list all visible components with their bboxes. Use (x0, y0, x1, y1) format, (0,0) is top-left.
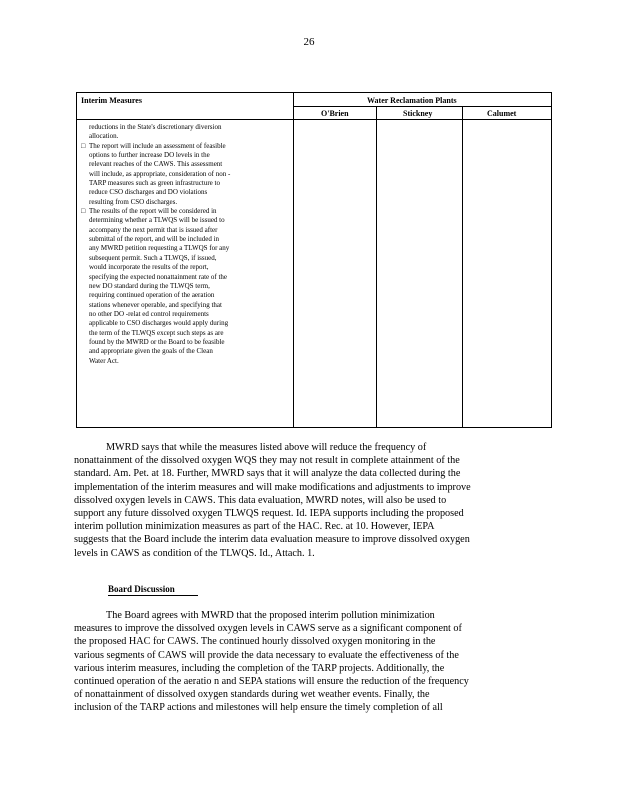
cell-line-text: subsequent permit. Such a TLWQS, if issued, (89, 253, 217, 262)
header-interim-measures: Interim Measures (81, 96, 142, 105)
cell-line-text: options to further increase DO levels in the (89, 151, 210, 160)
cell-line (81, 151, 285, 160)
paragraph-line: of nonattainment of dissolved oxygen standards during wet weather events. Finally, the (74, 689, 430, 701)
header-obrien: O'Brien (321, 109, 349, 118)
cell-line (81, 310, 285, 319)
cell-line (81, 282, 285, 291)
interim-measures-table (76, 92, 552, 428)
cell-line-text: will include, as appropriate, consideration of non - (89, 169, 231, 178)
cell-line (81, 198, 285, 207)
cell-line-text: submittal of the report, and will be included in (89, 235, 220, 244)
cell-line (81, 216, 285, 225)
cell-line-text: applicable to CSO discharges would apply during (89, 319, 229, 328)
cell-line (81, 188, 285, 197)
cell-line-text: any MWRD petition requesting a TLWQS for any (89, 244, 230, 253)
cell-line (81, 207, 285, 216)
cell-line-text: The report will include an assessment of feasible (89, 141, 226, 150)
cell-line (81, 357, 285, 366)
cell-line (81, 170, 285, 179)
cell-line (81, 226, 285, 235)
cell-line (81, 347, 285, 356)
cell-line-text: reduce CSO discharges and DO violations (89, 188, 208, 197)
cell-line-text: found by the MWRD or the Board to be feasible (89, 337, 225, 346)
paragraph-line: inclusion of the TARP actions and milestones will help ensure the timely completion of all (74, 702, 443, 714)
paragraph-mwrd-analysis (74, 441, 536, 560)
cell-line (81, 244, 285, 253)
header-water-reclamation-plants: Water Reclamation Plants (367, 96, 457, 105)
cell-line (81, 142, 285, 151)
paragraph-line: implementation of the interim measures and will make modifications and adjustments to improve (74, 481, 471, 493)
paragraph-line: support any future dissolved oxygen TLWQS request. Id. IEPA supports including the proposed (74, 508, 464, 520)
checkbox-bullet-icon: □ (81, 141, 86, 150)
cell-line (81, 123, 285, 132)
section-heading (108, 584, 175, 594)
cell-line-text: determining whether a TLWQS will be issued to (89, 216, 225, 225)
cell-line-text: stations whenever operable, and specifying that (89, 300, 222, 309)
cell-line-text: specifying the expected nonattainment rate of the (89, 272, 228, 281)
paragraph-line: levels in CAWS as condition of the TLWQS. Id., Attach. 1. (74, 547, 315, 559)
page-number: 26 (303, 36, 315, 48)
cell-line (81, 338, 285, 347)
cell-line (81, 179, 285, 188)
paragraph-line: continued operation of the aeratio n and SEPA stations will ensure the reduction of the frequency (74, 676, 469, 688)
checkbox-bullet-icon: □ (81, 207, 86, 216)
heading-underline (108, 595, 198, 596)
paragraph-line: suggests that the Board include the interim data evaluation measure to improve dissolved oxygen (74, 534, 470, 546)
table-divider-obrien (376, 107, 377, 427)
table-divider-stickney (462, 107, 463, 427)
cell-line (81, 235, 285, 244)
cell-line-text: reductions in the State's discretionary diversion (89, 123, 222, 131)
cell-line-text: no other DO -relat ed control requirements (89, 309, 209, 318)
cell-line (81, 263, 285, 272)
table-subheader-line (293, 106, 551, 107)
table-divider-measures (293, 93, 294, 427)
cell-line (81, 319, 285, 328)
paragraph-line: measures to improve the dissolved oxygen levels in CAWS serve as a significant component of (74, 623, 462, 635)
cell-line (81, 329, 285, 338)
cell-line-text: new DO standard during the TLWQS term, (89, 281, 210, 290)
cell-line (81, 301, 285, 310)
table-header-bottom-line (77, 119, 551, 120)
cell-line-text: The results of the report will be considered in (89, 207, 217, 216)
header-stickney: Stickney (403, 109, 433, 118)
paragraph-line: nonattainment of the dissolved oxygen WQS they may not result in complete attainment of the (74, 455, 460, 467)
paragraph-line: various segments of CAWS will provide the data necessary to evaluate the effectiveness of the (74, 649, 459, 661)
cell-line (81, 273, 285, 282)
cell-line-text: accompany the next permit that is issued after (89, 225, 218, 234)
heading-board-discussion: Board Discussion (108, 584, 175, 594)
paragraph-line: MWRD says that while the measures listed above will reduce the frequency of (106, 442, 427, 453)
paragraph-line: interim pollution minimization measures as part of the HAC. Rec. at 10. However, IEPA (74, 521, 435, 533)
paragraph-board-discussion (74, 609, 536, 715)
cell-line (81, 132, 285, 141)
cell-line-text: relevant reaches of the CAWS. This assessment (89, 160, 223, 169)
cell-line-text: TARP measures such as green infrastructure to (89, 179, 220, 188)
paragraph-line: dissolved oxygen levels in CAWS. This data evaluation, MWRD notes, will also be used to (74, 494, 447, 506)
paragraph-line: The Board agrees with MWRD that the proposed interim pollution minimization (106, 610, 435, 621)
paragraph-line: the proposed HAC for CAWS. The continued hourly dissolved oxygen monitoring in the (74, 636, 436, 648)
cell-line-text: resulting from CSO discharges. (89, 197, 178, 206)
interim-measures-cell (81, 123, 285, 366)
cell-line-text: requiring continued operation of the aeration (89, 291, 215, 300)
cell-line-text: and appropriate given the goals of the Clean (89, 347, 213, 356)
header-calumet: Calumet (487, 109, 517, 118)
cell-line-text: the term of the TLWQS except such steps as are (89, 328, 224, 337)
cell-line-text: Water Act. (89, 356, 119, 365)
cell-line (81, 160, 285, 169)
cell-line-text: allocation. (89, 132, 119, 141)
cell-line (81, 254, 285, 263)
paragraph-line: various interim measures, including the completion of the TARP projects. Additionally, the (74, 662, 445, 674)
paragraph-line: standard. Am. Pet. at 18. Further, MWRD says that it will analyze the data collected during the (74, 468, 461, 480)
cell-line-text: would incorporate the results of the report, (89, 263, 209, 272)
cell-line (81, 291, 285, 300)
